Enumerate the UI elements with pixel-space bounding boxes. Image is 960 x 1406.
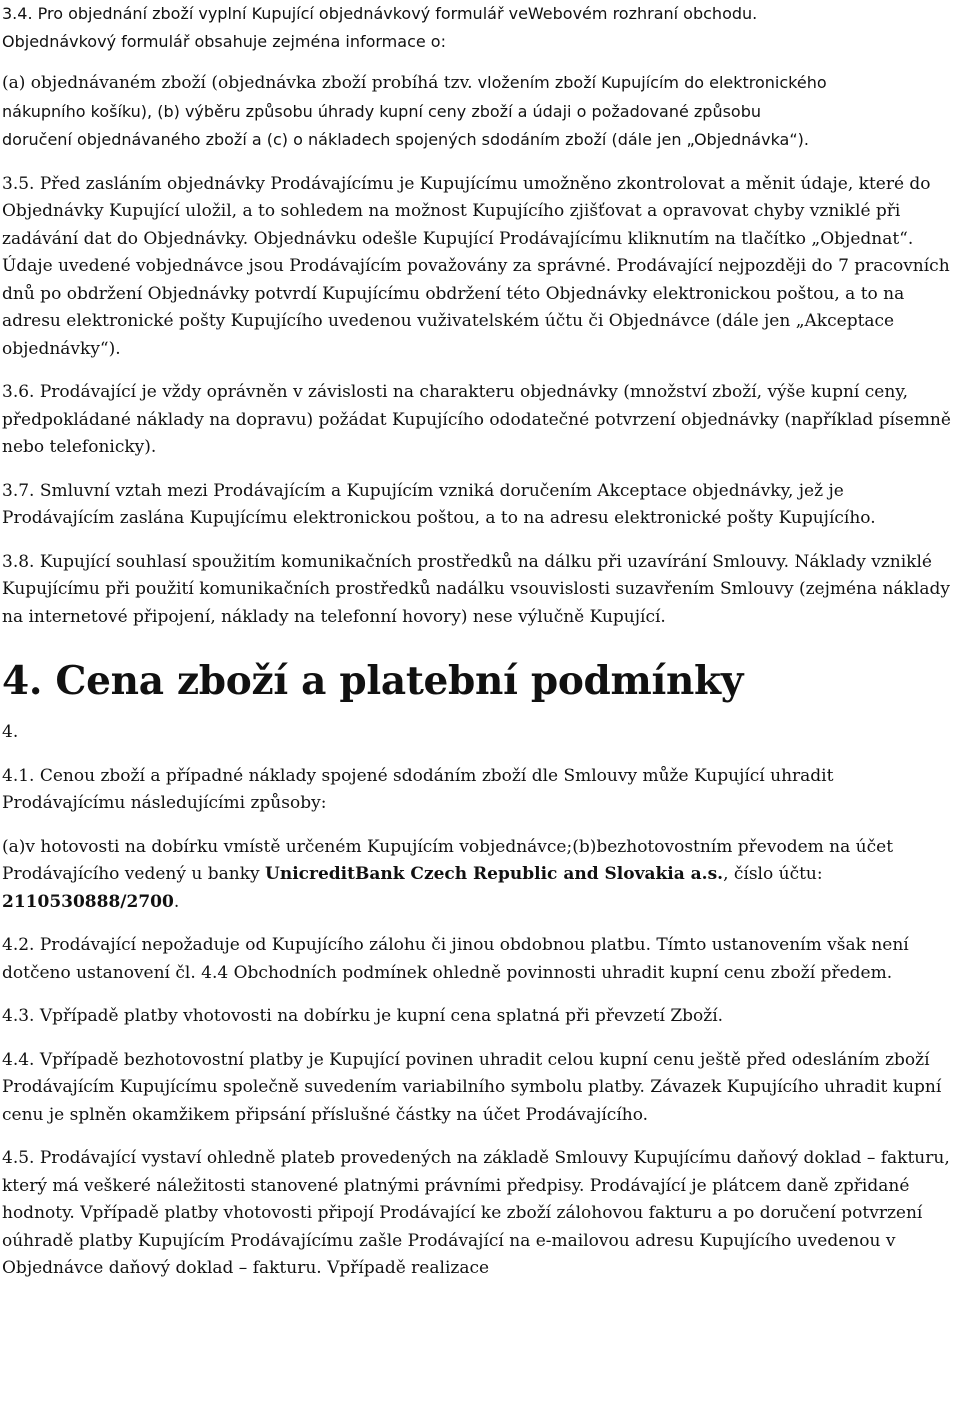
paragraph-3-4-line1: 3.4. Pro objednání zboží vyplní Kupující objednávkový formulář veWebovém rozhraní obchodu.: [2, 4, 758, 23]
paragraph-4-5: 4.5. Prodávající vystaví ohledně plateb provedených na základě Smlouvy Kupujícímu daňový doklad – fakturu, který má veškeré náležitosti stanovené platnými právními předpisy. Prodávající je plátcem daně zpřidané hodnoty. Vpřípadě platby vhotovosti připojí Prodávající ke zboží zálohovou fakturu a po doručení potvrzení oúhradě platby Kupujícím Prodávajícímu zašle Prodávající na e-mailovou adresu Kupujícího uvedenou v Objednávce daňový doklad – fakturu. Vpřípadě realizace: [2, 1148, 950, 1278]
paragraph-3-4-line5: doručení objednávaného zboží a (c) o nákladech spojených sdodáním zboží (dále jen „Objednávka“).: [2, 130, 809, 149]
paragraph-3-4-line3b: vložením zboží Kupujícím do elektronického: [472, 73, 827, 92]
account-end: .: [173, 891, 180, 912]
paragraph-3-5: 3.5. Před zasláním objednávky Prodávajícímu je Kupujícímu umožněno zkontrolovat a měnit údaje, které do Objednávky Kupující uložil, a to sohledem na možnost Kupujícího zjišťovat a opravovat chyby vzniklé při zadávání dat do Objednávky. Objednávku odešle Kupující Prodávajícímu kliknutím na tlačítko „Objednat“. Údaje uvedené vobjednávce jsou Prodávajícím považovány za správné. Prodávající nejpozději do 7 pracovních dnů po obdržení Objednávky potvrdí Kupujícímu obdržení této Objednávky elektronickou poštou, a to na adresu elektronické pošty Kupujícího uvedenou vuživatelském účtu či Objednávce (dále jen „Akceptace objednávky“).: [2, 173, 950, 359]
section-4-heading: 4. Cena zboží a platební podmínky: [2, 658, 744, 704]
paragraph-3-4-line2: Objednávkový formulář obsahuje zejména informace o:: [2, 31, 446, 51]
paragraph-4-2: 4.2. Prodávající nepožaduje od Kupujícího zálohu či jinou obdobnou platbu. Tímto ustanovením však není dotčeno ustanovení čl. 4.4 Obchodních podmínek ohledně povinnosti uhradit kupní cenu zboží předem.: [2, 935, 909, 983]
paragraph-3-6: 3.6. Prodávající je vždy oprávněn v závislosti na charakteru objednávky (množství zboží, výše kupní ceny, předpokládané náklady na dopravu) požádat Kupujícího ododatečné potvrzení objednávky (například písemně nebo telefonicky).: [2, 382, 951, 457]
paragraph-4-1-methods: [2, 834, 960, 917]
paragraph-4-3: 4.3. Vpřípadě platby vhotovosti na dobírku je kupní cena splatná při převzetí Zboží.: [2, 1006, 724, 1026]
paragraph-3-7: 3.7. Smluvní vztah mezi Prodávajícím a Kupujícím vzniká doručením Akceptace objednávky, jež je Prodávajícím zaslána Kupujícímu elektronickou poštou, a to na adresu elektronické pošty Kupujícího.: [2, 480, 876, 528]
account-label: , číslo účtu:: [723, 864, 823, 884]
paragraph-3-4: [2, 0, 960, 155]
paragraph-3-4-body: [2, 69, 960, 155]
paragraph-3-4-line3a: (a) objednávaném zboží (objednávka zboží probíhá tzv.: [2, 73, 473, 93]
section-4-number: 4.: [2, 722, 19, 742]
account-number: 2110530888/2700: [2, 891, 174, 912]
paragraph-4-4: 4.4. Vpřípadě bezhotovostní platby je Kupující povinen uhradit celou kupní cenu ještě před odesláním zboží Prodávajícím Kupujícímu společně suvedením variabilního symbolu platby. Závazek Kupujícího uhradit kupní cenu je splněn okamžikem připsání příslušné částky na účet Prodávajícího.: [2, 1049, 942, 1125]
bank-name: UnicreditBank Czech Republic and Slovakia a.s.: [265, 864, 724, 884]
paragraph-4-1: 4.1. Cenou zboží a případné náklady spojené sdodáním zboží dle Smlouvy může Kupující uhradit Prodávajícímu následujícími způsoby:: [2, 765, 834, 813]
paragraph-3-8: 3.8. Kupující souhlasí spoužitím komunikačních prostředků na dálku při uzavírání Smlouvy. Náklady vzniklé Kupujícímu při použití komunikačních prostředků nadálku vsouvislosti suzavřením Smlouvy (zejména náklady na internetové připojení, náklady na telefonní hovory) nese výlučně Kupující.: [2, 551, 950, 627]
payment-methods-text: (a)v hotovosti na dobírku vmístě určeném Kupujícím vobjednávce;(b)bezhotovostním převodem na účet Prodávajícího vedený u banky: [2, 836, 894, 884]
paragraph-3-4-line4: nákupního košíku), (b) výběru způsobu úhrady kupní ceny zboží a údaji o požadované způsobu: [2, 101, 762, 121]
